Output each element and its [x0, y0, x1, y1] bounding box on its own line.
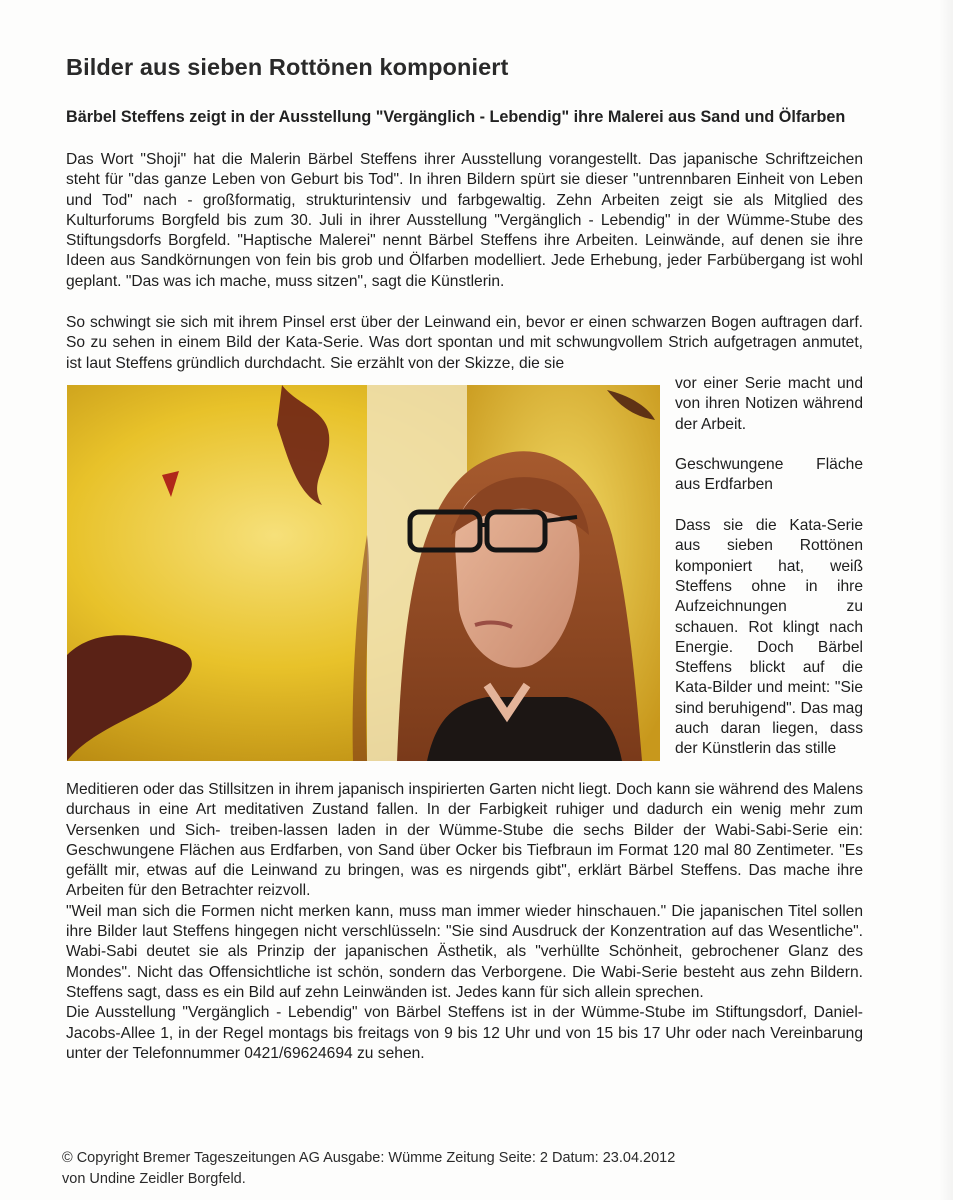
article-paragraph-3: Meditieren oder das Stillsitzen in ihrem japanisch inspirierten Garten nicht liegt. Doch kann sie während des Malens durchaus in eine Art meditativen Zustand fallen. In der Farbigkeit ruhiger und dadurch ein wenig mehr zum Versenken und Sich- treiben-lassen laden in der Wümme-Stube die sechs Bilder der Wabi-Sabi-Serie ein: Geschwungene Flächen aus Erdfarben, von Sand über Ocker bis Tiefbraun im Format 120 mal 80 Zentimeter. "Es gefällt mir, etwas auf die Leinwand zu bringen, was es nirgends gibt", erklärt Bärbel Steffens. Das mache ihre Arbeiten für den Betrachter reizvoll.	[66, 781, 863, 900]
section-subhead: Geschwungene Fläche aus Erdfarben	[675, 456, 863, 494]
copyright-line: © Copyright Bremer Tageszeitungen AG Ausgabe: Wümme Zeitung Seite: 2 Datum: 23.04.2012	[62, 1150, 676, 1166]
artist-photo-illustration	[67, 385, 660, 761]
scan-edge-shadow	[939, 0, 953, 1200]
artist-photo	[67, 385, 660, 761]
side-column	[675, 374, 863, 760]
article-paragraph-4: "Weil man sich die Formen nicht merken kann, muss man immer wieder hinschauen." Die japanischen Titel sollen ihre Bilder laut Steffens hingegen nicht verschlüsseln: "Sie sind Ausdruck der Konzentration auf das Wesentliche". Wabi-Sabi deutet sie als Prinzip der japanischen Ästhetik, als "verhüllte Schönheit, gebrochener Glanz des Mondes". Nicht das Offensichtliche ist schön, sondern das Verborgene. Die Wabi-Serie besteht aus zehn Bildern. Steffens sagt, dass es ein Bild auf zehn Leinwänden ist. Jedes kann für sich allein sprechen.	[66, 902, 863, 1001]
article-headline: Bilder aus sieben Rottönen komponiert	[66, 54, 509, 80]
article-paragraph-5: Die Ausstellung "Vergänglich - Lebendig" von Bärbel Steffens ist in der Wümme-Stube im Stiftungsdorf, Daniel-Jacobs-Allee 1, in der Regel montags bis freitags von 9 bis 12 Uhr und von 15 bis 17 Uhr oder nach Vereinbarung unter der Telefonnummer 0421/69624694 zu sehen.	[66, 1004, 863, 1062]
article-paragraph-2: So schwingt sie sich mit ihrem Pinsel erst über der Leinwand ein, bevor er einen schwarzen Bogen auftragen darf. So zu sehen in einem Bild der Kata-Serie. Was dort spontan und mit schwungvollem Strich aufgetragen anmutet, ist laut Steffens gründlich durchdacht. Sie erzählt von der Skizze, die sie	[66, 314, 863, 372]
article-continuation	[66, 780, 863, 1064]
side-text-1: vor einer Serie macht und von ihren Notizen während der Arbeit.	[675, 375, 863, 433]
side-text-2: Dass sie die Kata-Serie aus sieben Rottönen komponiert hat, weiß Steffens ohne in ihre Aufzeichnungen zu schauen. Rot klingt nach Energie. Doch Bärbel Steffens blickt auf die Kata-Bilder und meint: "Sie sind beruhigend". Das mag auch daran liegen, dass der Künstlerin das stille	[675, 517, 863, 758]
author-line: von Undine Zeidler Borgfeld.	[62, 1171, 246, 1187]
article-subheadline: Bärbel Steffens zeigt in der Ausstellung "Vergänglich - Lebendig" ihre Malerei aus Sand und Ölfarben	[66, 108, 846, 126]
copyright-footer	[62, 1148, 862, 1190]
article-paragraph-1: Das Wort "Shoji" hat die Malerin Bärbel Steffens ihrer Ausstellung vorangestellt. Das japanische Schriftzeichen steht für "das ganze Leben von Geburt bis Tod". In ihren Bildern spürt sie dieser "untrennbaren Einheit von Leben und Tod" nach - großformatig, strukturintensiv und farbgewaltig. Zehn Arbeiten zeigt sie als Mitglied des Kulturforums Borgfeld bis zum 30. Juli in ihrer Ausstellung "Vergänglich - Lebendig" in der Wümme-Stube des Stiftungsdorfs Borgfeld. "Haptische Malerei" nennt Bärbel Steffens ihre Arbeiten. Leinwände, auf denen sie ihre Ideen aus Sandkörnungen von fein bis grob und Ölfarben modelliert. Jede Erhebung, jeder Farbübergang ist wohl geplant. "Das was ich mache, muss sitzen", sagt die Künstlerin.	[66, 151, 863, 290]
